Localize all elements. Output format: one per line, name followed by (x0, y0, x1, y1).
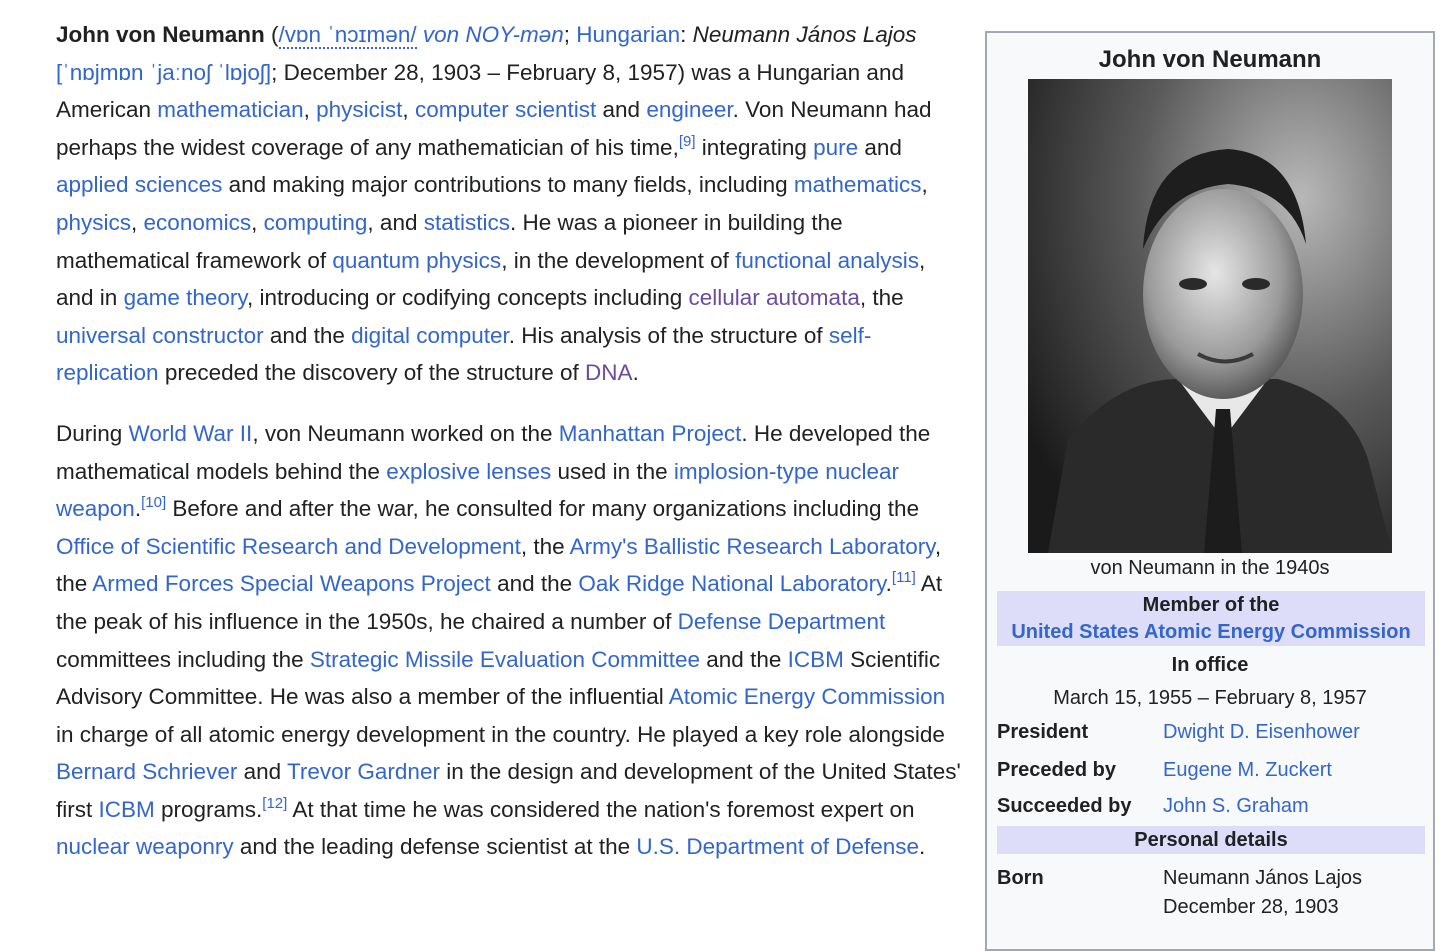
text: preceded the discovery of the structure of (158, 360, 586, 386)
link-computer-scientist[interactable]: computer scientist (414, 97, 597, 123)
member-of-label: Member of the (1142, 594, 1280, 616)
text: and (237, 759, 287, 785)
text: . (632, 360, 639, 386)
link-osrd[interactable]: Office of Scientific Research and Development (56, 533, 521, 559)
link-functional-analysis[interactable]: functional analysis (735, 247, 919, 273)
article-subject: John von Neumann (56, 22, 265, 47)
in-office-label: In office (1171, 654, 1249, 676)
link-engineer[interactable]: engineer (646, 97, 733, 123)
infobox-title: John von Neumann (1098, 46, 1322, 73)
infobox (985, 31, 1435, 951)
paragraph-war: During World War II, von Neumann worked on the Manhattan Project. He developed the mathematical models behind the explosive lenses used in the implosion-type nuclear weapon.[10] Before and after the war, he consulted for many organizations including the Office of Scientific Research and Development, the Army's Ballistic Research Laboratory, the Armed Forces Special Weapons Project and the Oak Ridge National Laboratory.[11] At the peak of his influence in the 1950s, he chaired a number of Defense Department committees including the Strategic Missile Evaluation Committee and the ICBM Scientific Advisory Committee. He was also a member of the influential Atomic Energy Commission in charge of all atomic energy development in the country. He played a key role alongside Bernard Schriever and Trevor Gardner in the design and development of the United States' first ICBM programs.[12] At that time he was considered the nation's foremost expert on nuclear weaponry and the leading defense scientist at the U.S. Department of Defense. (56, 420, 961, 860)
photo-caption: von Neumann in the 1940s (1090, 557, 1330, 579)
link-quantum-physics[interactable]: quantum physics (332, 247, 502, 273)
link-world-war-ii[interactable]: World War II (128, 420, 253, 446)
text: . Von Neumann had perhaps the widest coverage of any mathematician of his time, (56, 97, 932, 160)
text: and making major contributions to many fields, including (222, 172, 794, 198)
citation-9[interactable]: [9] (678, 132, 696, 150)
row-succeeded-by (997, 788, 1433, 824)
link-computing[interactable]: computing (263, 209, 368, 235)
link-us-dod[interactable]: U.S. Department of Defense (636, 834, 920, 860)
text: integrating (695, 134, 814, 160)
link-statistics[interactable]: statistics (423, 209, 510, 235)
link-smec[interactable]: Strategic Missile Evaluation Committee (309, 646, 701, 672)
text: , the (520, 533, 570, 559)
link-zuckert[interactable]: Eugene M. Zuckert (1163, 758, 1332, 781)
link-digital-computer[interactable]: digital computer (351, 322, 509, 348)
text: At the peak of his influence in the 1950s, he chaired a number of (56, 571, 943, 634)
link-defense-department[interactable]: Defense Department (677, 608, 886, 634)
row-preceded-by (997, 752, 1433, 788)
born-label: Born (997, 867, 1044, 889)
link-aec-office[interactable]: United States Atomic Energy Commission (1011, 621, 1411, 643)
text: in the design and development of the United States' first (56, 759, 961, 822)
text: , in the development of (501, 247, 736, 273)
link-mathematician[interactable]: mathematician (157, 97, 304, 123)
text: , the (859, 285, 904, 311)
link-dna[interactable]: DNA (585, 360, 633, 386)
text: At that time he was considered the nation's foremost expert on (287, 796, 915, 822)
text: , the (56, 533, 942, 597)
link-afswp[interactable]: Armed Forces Special Weapons Project (92, 571, 491, 597)
born-value (1163, 864, 1433, 922)
born-name: Neumann János Lajos (1163, 867, 1363, 889)
text: : (680, 22, 687, 47)
link-pure[interactable]: pure (813, 134, 859, 160)
link-universal-constructor[interactable]: universal constructor (56, 322, 264, 348)
text: used in the (551, 458, 674, 484)
text: committees including the (56, 646, 310, 672)
text: During (56, 420, 129, 446)
link-mathematics[interactable]: mathematics (793, 172, 922, 198)
link-bernard-schriever[interactable]: Bernard Schriever (56, 759, 238, 785)
article-body (56, 16, 968, 889)
link-oak-ridge[interactable]: Oak Ridge National Laboratory (578, 571, 886, 597)
row-president (997, 714, 1433, 750)
text: ; (563, 22, 571, 47)
office-term: March 15, 1955 – February 8, 1957 (1053, 687, 1367, 709)
text: in charge of all atomic energy development in the country. He played a key role alongside (56, 721, 945, 747)
paragraph-intro: John von Neumann (/vɒn ˈnɔɪmən/ von NOY-mən; Hungarian: Neumann János Lajos [ˈnɒjmɒn ˈjaːnoʃ ˈlɒjoʃ]; December 28, 1903 – February 8, 1957) was a Hungarian and American mathematician, physicist, computer scientist and engineer. Von Neumann had perhaps the widest coverage of any mathematician of his time,[9] integrating pure and applied sciences and making major contributions to many fields, including mathematics, physics, economics, computing, and statistics. He was a pioneer in building the mathematical framework of quantum physics, in the development of functional analysis, and in game theory, introducing or codifying concepts including cellular automata, the universal constructor and the digital computer. His analysis of the structure of self-replication preceded the discovery of the structure of DNA. (56, 22, 932, 386)
text: . He was a pioneer in building the mathematical framework of (56, 209, 843, 273)
citation-11[interactable]: [11] (891, 569, 916, 587)
text: , introducing or codifying concepts including (246, 285, 689, 311)
born-date: December 28, 1903 (1163, 896, 1339, 918)
link-ballistic-research-lab[interactable]: Army's Ballistic Research Laboratory (569, 533, 935, 559)
hungarian-name: Neumann János Lajos (692, 22, 917, 47)
succeeded-by-label: Succeeded by (997, 794, 1132, 817)
president-label: President (997, 720, 1089, 743)
link-cellular-automata[interactable]: cellular automata (688, 285, 860, 311)
link-trevor-gardner[interactable]: Trevor Gardner (286, 759, 440, 785)
link-hungarian[interactable]: Hungarian (576, 22, 681, 47)
text: . (919, 834, 926, 860)
link-physicist[interactable]: physicist (316, 97, 403, 123)
link-explosive-lenses[interactable]: explosive lenses (386, 458, 552, 484)
text: and the (263, 322, 352, 348)
link-icbm[interactable]: ICBM (787, 646, 844, 672)
link-applied-sciences[interactable]: applied sciences (56, 172, 223, 198)
text: Before and after the war, he consulted for many organizations including the (166, 496, 920, 522)
text: ; December 28, 1903 – February 8, 1957) was a Hungarian and American (56, 59, 904, 123)
link-eisenhower[interactable]: Dwight D. Eisenhower (1163, 720, 1360, 743)
link-implosion-weapon[interactable]: implosion-type nuclear weapon (56, 458, 899, 522)
text: . He developed the mathematical models behind the (56, 420, 931, 484)
hungarian-ipa-link[interactable]: [ˈnɒjmɒn ˈjaːnoʃ ˈlɒjoʃ] (56, 59, 272, 85)
portrait-photo[interactable] (1028, 79, 1392, 553)
citation-10[interactable]: [10] (141, 494, 167, 512)
text: . His analysis of the structure of (508, 322, 829, 348)
link-physics[interactable]: physics (56, 209, 132, 235)
link-icbm-2[interactable]: ICBM (98, 796, 155, 822)
row-born (997, 864, 1433, 922)
citation-12[interactable]: [12] (262, 794, 288, 812)
link-nuclear-weaponry[interactable]: nuclear weaponry (56, 834, 234, 860)
personal-details-header: Personal details (997, 826, 1425, 854)
link-game-theory[interactable]: game theory (123, 285, 247, 311)
link-atomic-energy-commission[interactable]: Atomic Energy Commission (668, 684, 946, 710)
text: and the (490, 571, 579, 597)
text: programs. (154, 796, 263, 822)
text: and the (700, 646, 788, 672)
link-graham[interactable]: John S. Graham (1163, 794, 1309, 817)
link-self-replication[interactable]: self-replication (56, 322, 872, 386)
text: , and in (56, 247, 926, 311)
text: , von Neumann worked on the (252, 420, 559, 446)
preceded-by-label: Preceded by (997, 758, 1116, 781)
respelling-link[interactable]: von NOY-mən (422, 22, 564, 47)
link-economics[interactable]: economics (143, 209, 252, 235)
text: and the leading defense scientist at the (233, 834, 637, 860)
office-header (997, 591, 1425, 646)
ipa-pronunciation-link[interactable]: /vɒn ˈnɔɪmən/ (278, 22, 417, 47)
text: Scientific Advisory Committee. He was also a member of the influential (56, 646, 941, 710)
link-manhattan-project[interactable]: Manhattan Project (558, 420, 742, 446)
